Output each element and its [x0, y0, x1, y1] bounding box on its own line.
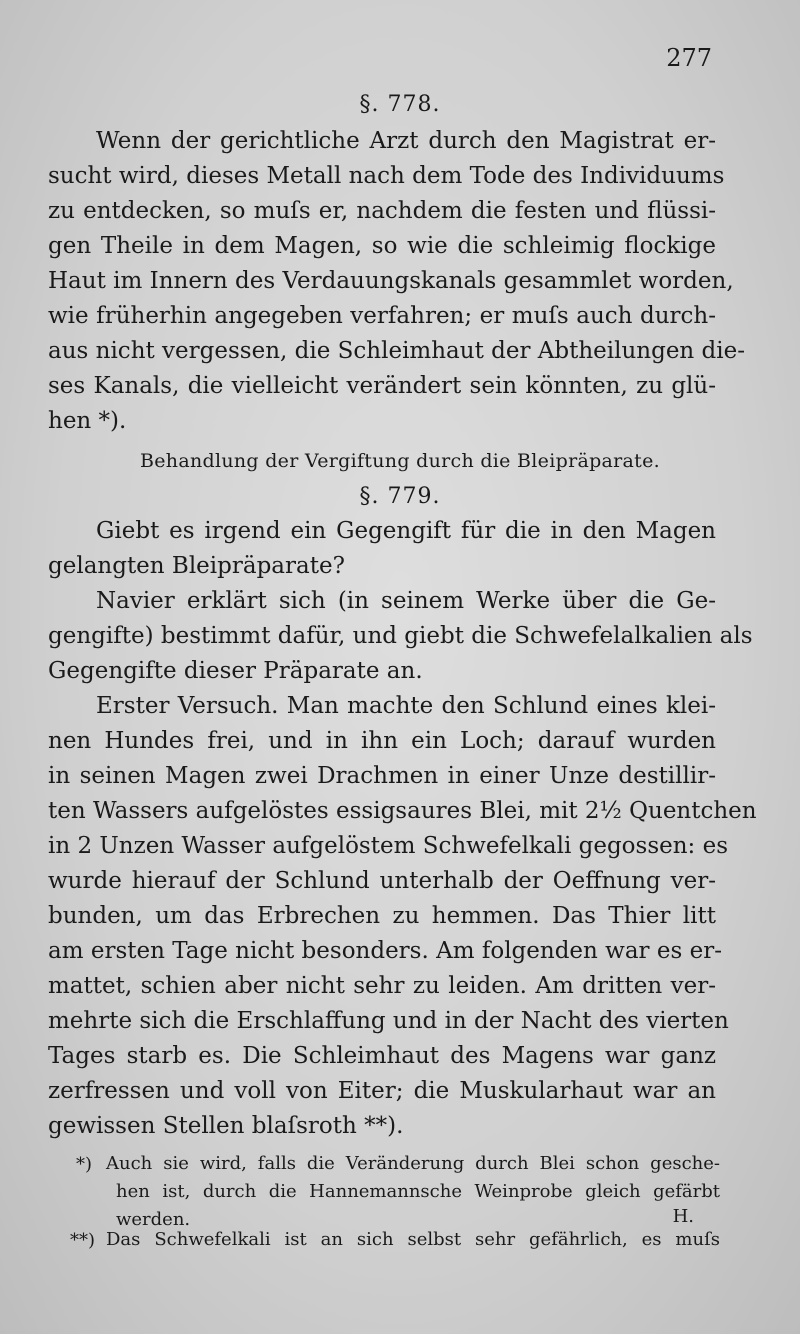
- sec778-line: aus nicht vergessen, die Schleimhaut der Abtheilungen die-: [48, 338, 746, 364]
- footnote-line: werden.: [116, 1209, 191, 1230]
- sec779-line: Erster Versuch. Man machte den Schlund eines klei-: [96, 693, 716, 719]
- sec779-line: gengifte) bestimmt dafür, und giebt die Schwefelalkalien als: [48, 623, 753, 649]
- sec779-line: in 2 Unzen Wasser aufgelöstem Schwefelkali gegossen: es: [48, 833, 729, 859]
- sec779-line: gewissen Stellen blaſsroth **).: [48, 1113, 404, 1139]
- footnote-line: Das Schwefelkali ist an sich selbst sehr gefährlich, es muſs: [106, 1229, 720, 1250]
- sec778-line: gen Theile in dem Magen, so wie die schleimig flockige: [48, 233, 716, 259]
- sec779-line: ten Wassers aufgelöstes essigsaures Blei, mit 2½ Quentchen: [48, 798, 757, 824]
- footnote-line: Auch sie wird, falls die Veränderung durch Blei schon gesche-: [106, 1153, 720, 1174]
- sec778-line: ses Kanals, die vielleicht verändert sein könnten, zu glü-: [48, 373, 716, 399]
- sec778-line: Wenn der gerichtliche Arzt durch den Magistrat er-: [96, 128, 716, 154]
- section-heading: Behandlung der Vergiftung durch die Bleipräparate.: [139, 450, 660, 472]
- sec779-line: mattet, schien aber nicht sehr zu leiden. Am dritten ver-: [48, 973, 716, 999]
- sec778-line: Haut im Innern des Verdauungskanals gesammlet worden,: [48, 268, 734, 294]
- sec779-line: wurde hierauf der Schlund unterhalb der Oeffnung ver-: [48, 868, 716, 894]
- footnote-line: hen ist, durch die Hannemannsche Weinprobe gleich gefärbt: [116, 1181, 720, 1202]
- sec779-line: mehrte sich die Erschlaffung und in der Nacht des vierten: [48, 1008, 729, 1034]
- sec779-line: bunden, um das Erbrechen zu hemmen. Das Thier litt: [48, 903, 716, 929]
- sec779-line: in seinen Magen zwei Drachmen in einer Unze destillir-: [48, 763, 716, 789]
- sec778-line: hen *).: [48, 408, 127, 434]
- sec779-line: Tages starb es. Die Schleimhaut des Magens war ganz: [48, 1043, 716, 1069]
- sec779-line: zerfressen und voll von Eiter; die Muskularhaut war an: [48, 1078, 716, 1104]
- sec778-line: wie früherhin angegeben verfahren; er muſs auch durch-: [48, 303, 716, 329]
- sec779-line: Gegengifte dieser Präparate an.: [48, 658, 423, 684]
- sec779-line: gelangten Bleipräparate?: [48, 553, 345, 579]
- footnote-marker: **): [70, 1230, 96, 1251]
- sec779-line: am ersten Tage nicht besonders. Am folgenden war es er-: [48, 938, 722, 964]
- footnote-signature: H.: [672, 1206, 694, 1227]
- sec779-line: Navier erklärt sich (in seinem Werke über die Ge-: [96, 588, 716, 614]
- sec779-line: nen Hundes frei, und in ihn ein Loch; darauf wurden: [48, 728, 716, 754]
- footnote-marker: *): [76, 1154, 93, 1175]
- sec778-line: sucht wird, dieses Metall nach dem Tode des Individuums: [48, 163, 725, 189]
- sec779-line: Giebt es irgend ein Gegengift für die in den Magen: [96, 518, 716, 544]
- sec778-line: zu entdecken, so muſs er, nachdem die festen und flüssi-: [48, 198, 716, 224]
- page-number: 277: [666, 44, 712, 72]
- section-778-title: §. 778.: [359, 92, 441, 117]
- section-779-title: §. 779.: [359, 484, 441, 509]
